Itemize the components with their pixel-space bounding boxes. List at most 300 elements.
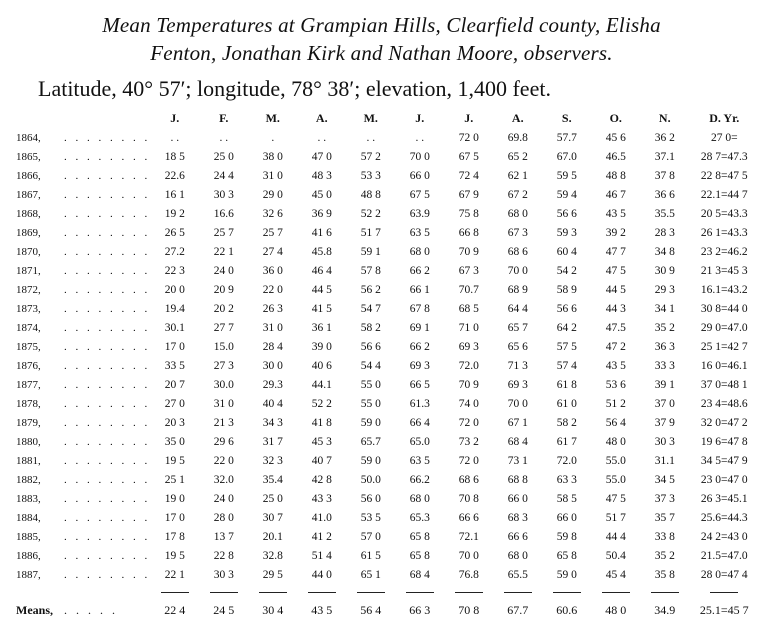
temperature-cell: 36 3 [654, 340, 675, 353]
temperature-cell: 58 9 [556, 283, 577, 296]
temperature-cell: 35 0 [164, 435, 185, 448]
temperature-cell: 61 8 [556, 378, 577, 391]
temperature-cell: 68 6 [507, 245, 528, 258]
row-year: 1867, [16, 188, 41, 201]
temperature-cell: 34 8 [654, 245, 675, 258]
temperature-cell: 19 6=47 8 [700, 435, 748, 448]
temperature-cell: 30 7 [262, 511, 283, 524]
rule-line [493, 584, 542, 596]
temperature-cell: 58 2 [556, 416, 577, 429]
temperature-cell: 39 1 [654, 378, 675, 391]
temperature-cell: 29 0 [262, 188, 283, 201]
temperature-cell: 30 3 [654, 435, 675, 448]
temperature-cell: 69 3 [507, 378, 528, 391]
temperature-cell: 66 0 [507, 492, 528, 505]
temperature-cell: 26 3=45.1 [700, 492, 748, 505]
row-year: 1880, [16, 435, 41, 448]
mean-cell: 34.9 [654, 602, 676, 617]
temperature-cell: 44 3 [605, 302, 626, 315]
temperature-cell: 51 4 [311, 549, 332, 562]
temperature-cell: 48 8 [605, 169, 626, 182]
rule-line [542, 584, 591, 596]
temperature-cell: 32.8 [262, 549, 283, 562]
temperature-cell: 59 8 [556, 530, 577, 543]
leader-dots: . . . . . . . . [64, 473, 151, 486]
rule-line [444, 584, 493, 596]
leader-dots: . . . . . . . . [64, 169, 151, 182]
table-row [16, 489, 759, 508]
temperature-cell: 73 1 [507, 454, 528, 467]
temperature-cell: 43 5 [605, 207, 626, 220]
temperature-cell: 59 5 [556, 169, 577, 182]
temperature-cell: 36 6 [654, 188, 675, 201]
temperature-cell: 47 5 [605, 264, 626, 277]
temperature-cell: 51 2 [605, 397, 626, 410]
mean-cell: 25.1=45 7 [699, 602, 749, 617]
row-year: 1870, [16, 245, 41, 258]
leader-dots: . . . . . . . . [64, 245, 151, 258]
leader-dots: . . . . . . . . [64, 207, 151, 220]
temperature-cell: 66 2 [409, 264, 430, 277]
row-year: 1882, [16, 473, 41, 486]
temperature-cell: 65 8 [409, 530, 430, 543]
table-row [16, 128, 759, 147]
leader-dots: . . . . . . . . [64, 549, 151, 562]
temperature-cell: 40 7 [311, 454, 332, 467]
temperature-cell: 46 4 [311, 264, 332, 277]
temperature-cell: 66 8 [458, 226, 479, 239]
temperature-cell: 70 9 [458, 245, 479, 258]
temperature-cell: 68 3 [507, 511, 528, 524]
temperature-cell: 38 0 [262, 150, 283, 163]
temperature-cell: 17 0 [164, 511, 185, 524]
means-label: Means, [16, 602, 53, 617]
temperature-cell: 22.6 [164, 169, 185, 182]
temperature-cell: 65.7 [360, 435, 381, 448]
temperature-cell: 65.3 [409, 511, 430, 524]
temperature-cell: 23 2=46.2 [700, 245, 748, 258]
temperature-cell: 30 0 [262, 359, 283, 372]
temperature-cell: . [271, 131, 275, 144]
leader-dots: . . . . . . . . [64, 226, 151, 239]
temperature-cell: 41 6 [311, 226, 332, 239]
row-year: 1872, [16, 283, 41, 296]
temperature-cell: 35.5 [654, 207, 675, 220]
temperature-cell: 29 3 [654, 283, 675, 296]
temperature-cell: 35 8 [654, 568, 675, 581]
row-year: 1885, [16, 530, 41, 543]
rule-line [395, 584, 444, 596]
temperature-cell: 34 5=47 9 [700, 454, 748, 467]
temperature-cell: 22 1 [164, 568, 185, 581]
column-header: M. [363, 110, 378, 125]
temperature-cell: 31.1 [654, 454, 675, 467]
table-row [16, 166, 759, 185]
temperature-cell: 17 8 [164, 530, 185, 543]
temperature-cell: 63.9 [409, 207, 430, 220]
temperature-cell: 67 3 [458, 264, 479, 277]
temperature-cell: 61 0 [556, 397, 577, 410]
temperature-cell: 71 0 [458, 321, 479, 334]
temperature-cell: 36 9 [311, 207, 332, 220]
leader-dots: . . . . . . . . [64, 359, 151, 372]
temperature-cell: 65 2 [507, 150, 528, 163]
header-row [16, 108, 759, 128]
temperature-cell: 25 1=42 7 [700, 340, 748, 353]
temperature-cell: 41 5 [311, 302, 332, 315]
temperature-cell: 31 0 [213, 397, 234, 410]
divider [161, 592, 189, 593]
mean-cell: 43 5 [311, 602, 333, 617]
temperature-cell: 61.3 [409, 397, 430, 410]
temperature-cell: 34 3 [262, 416, 283, 429]
temperature-cell: 26 3 [262, 302, 283, 315]
temperature-cell: 24 4 [213, 169, 234, 182]
column-header: S. [561, 110, 572, 125]
temperature-cell: 56 4 [605, 416, 626, 429]
temperature-cell: 26 5 [164, 226, 185, 239]
temperature-cell: 32 6 [262, 207, 283, 220]
row-year: 1873, [16, 302, 41, 315]
temperature-cell: 44 0 [311, 568, 332, 581]
temperature-cell: 32 0=47 2 [700, 416, 748, 429]
temperature-cell: 69 3 [409, 359, 430, 372]
temperature-cell: 22 0 [262, 283, 283, 296]
temperature-cell: 30.1 [164, 321, 185, 334]
temperature-cell: 45 6 [605, 131, 626, 144]
row-year: 1864, [16, 131, 41, 144]
temperature-cell: 47 2 [605, 340, 626, 353]
temperature-cell: 34 1 [654, 302, 675, 315]
temperature-cell: 67 5 [409, 188, 430, 201]
temperature-cell: 69 3 [458, 340, 479, 353]
temperature-cell: 36 1 [311, 321, 332, 334]
row-year: 1866, [16, 169, 41, 182]
temperature-cell: 55.0 [605, 473, 626, 486]
temperature-cell: 33 8 [654, 530, 675, 543]
temperature-cell: 72.0 [458, 359, 479, 372]
temperature-cell: 70.7 [458, 283, 479, 296]
temperature-cell: 47 0 [311, 150, 332, 163]
rule-line [199, 584, 248, 596]
temperature-cell: 67 3 [507, 226, 528, 239]
temperature-cell: 65 6 [507, 340, 528, 353]
temperature-cell: 57.7 [556, 131, 577, 144]
divider [357, 592, 385, 593]
table-row [16, 356, 759, 375]
column-header: J. [170, 110, 180, 125]
temperature-cell: 22 8 [213, 549, 234, 562]
page-title-line-1: Mean Temperatures at Grampian Hills, Clearfield county, Elisha [102, 13, 661, 37]
leader-dots: . . . . . . . . [64, 302, 151, 315]
leader-dots: . . . . . . . . [64, 568, 151, 581]
temperature-cell: 16 0=46.1 [700, 359, 748, 372]
temperature-cell: 43 3 [311, 492, 332, 505]
mean-cell: 66 3 [409, 602, 431, 617]
leader-dots: . . . . . . . . [64, 150, 151, 163]
leader-dots: . . . . . . . . [64, 435, 151, 448]
temperature-cell: 46 7 [605, 188, 626, 201]
divider [455, 592, 483, 593]
rule-line [248, 584, 297, 596]
temperature-cell: 59 0 [360, 454, 381, 467]
temperature-cell: . . [317, 131, 327, 144]
table-row [16, 375, 759, 394]
leader-dots: . . . . . . . . [64, 416, 151, 429]
temperature-cell: 44 5 [311, 283, 332, 296]
rule-line [150, 584, 199, 596]
table-row [16, 527, 759, 546]
temperature-cell: 48 0 [605, 435, 626, 448]
temperature-cell: . . [219, 131, 229, 144]
table-row [16, 432, 759, 451]
row-year: 1887, [16, 568, 41, 581]
row-year: 1865, [16, 150, 41, 163]
temperature-cell: 27 3 [213, 359, 234, 372]
temperature-cell: 29 0=47.0 [700, 321, 748, 334]
rule-line [689, 584, 759, 596]
temperature-cell: 22.1=44 7 [700, 188, 748, 201]
temperature-cell: 48 8 [360, 188, 381, 201]
leader-dots: . . . . . . . . [64, 511, 151, 524]
table-row [16, 204, 759, 223]
temperature-cell: 57 8 [360, 264, 381, 277]
temperature-cell: 65.0 [409, 435, 430, 448]
row-year: 1877, [16, 378, 41, 391]
temperature-cell: 36 0 [262, 264, 283, 277]
temperature-cell: 59 0 [556, 568, 577, 581]
temperature-cell: . . [415, 131, 425, 144]
column-header: N. [658, 110, 671, 125]
temperature-cell: 37 0 [654, 397, 675, 410]
temperature-cell: 19 0 [164, 492, 185, 505]
temperature-cell: 34 5 [654, 473, 675, 486]
row-year: 1868, [16, 207, 41, 220]
temperature-cell: 25 7 [262, 226, 283, 239]
temperature-cell: 32 3 [262, 454, 283, 467]
divider [602, 592, 630, 593]
temperature-cell: 55 0 [360, 378, 381, 391]
temperature-cell: 68 0 [507, 207, 528, 220]
mean-cell: 60.6 [556, 602, 578, 617]
temperature-cell: 64 4 [507, 302, 528, 315]
mean-cell: 67.7 [507, 602, 529, 617]
temperature-cell: 13 7 [213, 530, 234, 543]
temperature-cell: 76.8 [458, 568, 479, 581]
temperature-cell: 63 5 [409, 226, 430, 239]
temperature-cell: 16.1=43.2 [700, 283, 748, 296]
temperature-cell: 25 1 [164, 473, 185, 486]
temperature-cell: 57 5 [556, 340, 577, 353]
temperature-cell: 75 8 [458, 207, 479, 220]
temperature-cell: 68 6 [458, 473, 479, 486]
temperature-cell: 21 3 [213, 416, 234, 429]
temperature-cell: 17 0 [164, 340, 185, 353]
temperature-cell: 59 0 [360, 416, 381, 429]
divider [259, 592, 287, 593]
temperature-table [16, 108, 759, 624]
temperature-cell: 20 0 [164, 283, 185, 296]
column-header: F. [219, 110, 229, 125]
leader-dots: . . . . . . . . [64, 378, 151, 391]
row-year: 1881, [16, 454, 41, 467]
temperature-cell: 61 5 [360, 549, 381, 562]
temperature-cell: 32.0 [213, 473, 234, 486]
temperature-cell: 37 9 [654, 416, 675, 429]
temperature-cell: 31 7 [262, 435, 283, 448]
temperature-cell: 16.6 [213, 207, 234, 220]
mean-cell: 56 4 [360, 602, 382, 617]
temperature-cell: 30.0 [213, 378, 234, 391]
temperature-cell: 43 5 [605, 359, 626, 372]
temperature-cell: 51 7 [605, 511, 626, 524]
temperature-cell: 20 7 [164, 378, 185, 391]
temperature-cell: 22 8=47 5 [700, 169, 748, 182]
temperature-cell: 37 0=48 1 [700, 378, 748, 391]
temperature-cell: 33 5 [164, 359, 185, 372]
temperature-cell: 53 6 [605, 378, 626, 391]
temperature-cell: 58 2 [360, 321, 381, 334]
temperature-cell: 35 2 [654, 321, 675, 334]
temperature-cell: 54 2 [556, 264, 577, 277]
temperature-cell: 62 1 [507, 169, 528, 182]
temperature-cell: 66 0 [556, 511, 577, 524]
temperature-cell: 25.6=44.3 [700, 511, 748, 524]
temperature-cell: 54 7 [360, 302, 381, 315]
temperature-cell: 21 3=45 3 [700, 264, 748, 277]
temperature-cell: 72.1 [458, 530, 479, 543]
temperature-cell: 40 6 [311, 359, 332, 372]
temperature-cell: 70 0 [458, 549, 479, 562]
temperature-cell: 40 4 [262, 397, 283, 410]
temperature-cell: 22 1 [213, 245, 234, 258]
column-header: J. [415, 110, 425, 125]
temperature-cell: 63 5 [409, 454, 430, 467]
temperature-cell: 26 1=43.3 [700, 226, 748, 239]
temperature-cell: 35 2 [654, 549, 675, 562]
location-subtitle: Latitude, 40° 57′; longitude, 78° 38′; elevation, 1,400 feet. [38, 76, 551, 101]
temperature-cell: 66 6 [458, 511, 479, 524]
temperature-cell: 30 3 [213, 188, 234, 201]
row-year: 1874, [16, 321, 41, 334]
mean-cell: 22 4 [164, 602, 186, 617]
temperature-cell: 44 5 [605, 283, 626, 296]
row-year: 1869, [16, 226, 41, 239]
temperature-cell: 20 2 [213, 302, 234, 315]
page-title-line-2: Fenton, Jonathan Kirk and Nathan Moore, observers. [150, 41, 613, 65]
table-row [16, 147, 759, 166]
row-year: 1884, [16, 511, 41, 524]
mean-cell: 48 0 [605, 602, 627, 617]
table-row [16, 223, 759, 242]
table-row [16, 185, 759, 204]
temperature-cell: 28 7=47.3 [700, 150, 748, 163]
leader-dots: . . . . . . . . [64, 530, 151, 543]
table-row [16, 470, 759, 489]
temperature-cell: 57 2 [360, 150, 381, 163]
temperature-cell: 27 0= [710, 131, 738, 144]
temperature-cell: 70 8 [458, 492, 479, 505]
temperature-cell: 66.2 [409, 473, 430, 486]
table-row [16, 451, 759, 470]
rule-line [346, 584, 395, 596]
temperature-cell: 19 5 [164, 454, 185, 467]
temperature-cell: 25 0 [262, 492, 283, 505]
temperature-cell: 57 0 [360, 530, 381, 543]
temperature-cell: 15.0 [213, 340, 234, 353]
temperature-cell: 44 4 [605, 530, 626, 543]
temperature-cell: 67 5 [458, 150, 479, 163]
temperature-cell: 33 3 [654, 359, 675, 372]
temperature-cell: 31 0 [262, 169, 283, 182]
temperature-cell: 29.3 [262, 378, 283, 391]
temperature-cell: 70 9 [458, 378, 479, 391]
column-header: J. [464, 110, 474, 125]
temperature-cell: 27.2 [164, 245, 185, 258]
temperature-cell: 25 0 [213, 150, 234, 163]
temperature-cell: 56 0 [360, 492, 381, 505]
temperature-cell: 27 0 [164, 397, 185, 410]
divider [210, 592, 238, 593]
temperature-cell: 41 2 [311, 530, 332, 543]
table-row [16, 565, 759, 584]
separator-rule-row [16, 584, 759, 596]
leader-dots: . . . . . [64, 602, 118, 617]
temperature-cell: 56 6 [360, 340, 381, 353]
temperature-cell: 72 0 [458, 131, 479, 144]
temperature-cell: 53 5 [360, 511, 381, 524]
divider [308, 592, 336, 593]
rule-line [591, 584, 640, 596]
mean-cell: 30 4 [262, 602, 284, 617]
temperature-cell: 19 2 [164, 207, 185, 220]
leader-dots: . . . . . . . . [64, 188, 151, 201]
temperature-cell: 37 3 [654, 492, 675, 505]
temperature-cell: 66 1 [409, 283, 430, 296]
temperature-cell: 55.0 [605, 454, 626, 467]
row-year: 1875, [16, 340, 41, 353]
table-row [16, 413, 759, 432]
temperature-cell: 72 4 [458, 169, 479, 182]
temperature-cell: 30 9 [654, 264, 675, 277]
divider [710, 592, 738, 593]
temperature-cell: 29 5 [262, 568, 283, 581]
temperature-cell: 22 3 [164, 264, 185, 277]
column-header: O. [609, 110, 622, 125]
rule-line [297, 584, 346, 596]
temperature-cell: 45 0 [311, 188, 332, 201]
temperature-cell: 44.1 [311, 378, 332, 391]
divider [553, 592, 581, 593]
row-year: 1876, [16, 359, 41, 372]
temperature-cell: 20.1 [262, 530, 283, 543]
mean-cell: 70 8 [458, 602, 480, 617]
temperature-cell: 18 5 [164, 150, 185, 163]
leader-dots: . . . . . . . . [64, 283, 151, 296]
temperature-cell: 35 7 [654, 511, 675, 524]
temperature-cell: 59 4 [556, 188, 577, 201]
rule-line [640, 584, 689, 596]
table-row [16, 337, 759, 356]
temperature-cell: 35.4 [262, 473, 283, 486]
temperature-cell: 36 2 [654, 131, 675, 144]
temperature-cell: 61 7 [556, 435, 577, 448]
row-year: 1871, [16, 264, 41, 277]
leader-dots: . . . . . . . . [64, 264, 151, 277]
temperature-cell: 24 0 [213, 492, 234, 505]
temperature-cell: 19 5 [164, 549, 185, 562]
temperature-cell: 66 4 [409, 416, 430, 429]
